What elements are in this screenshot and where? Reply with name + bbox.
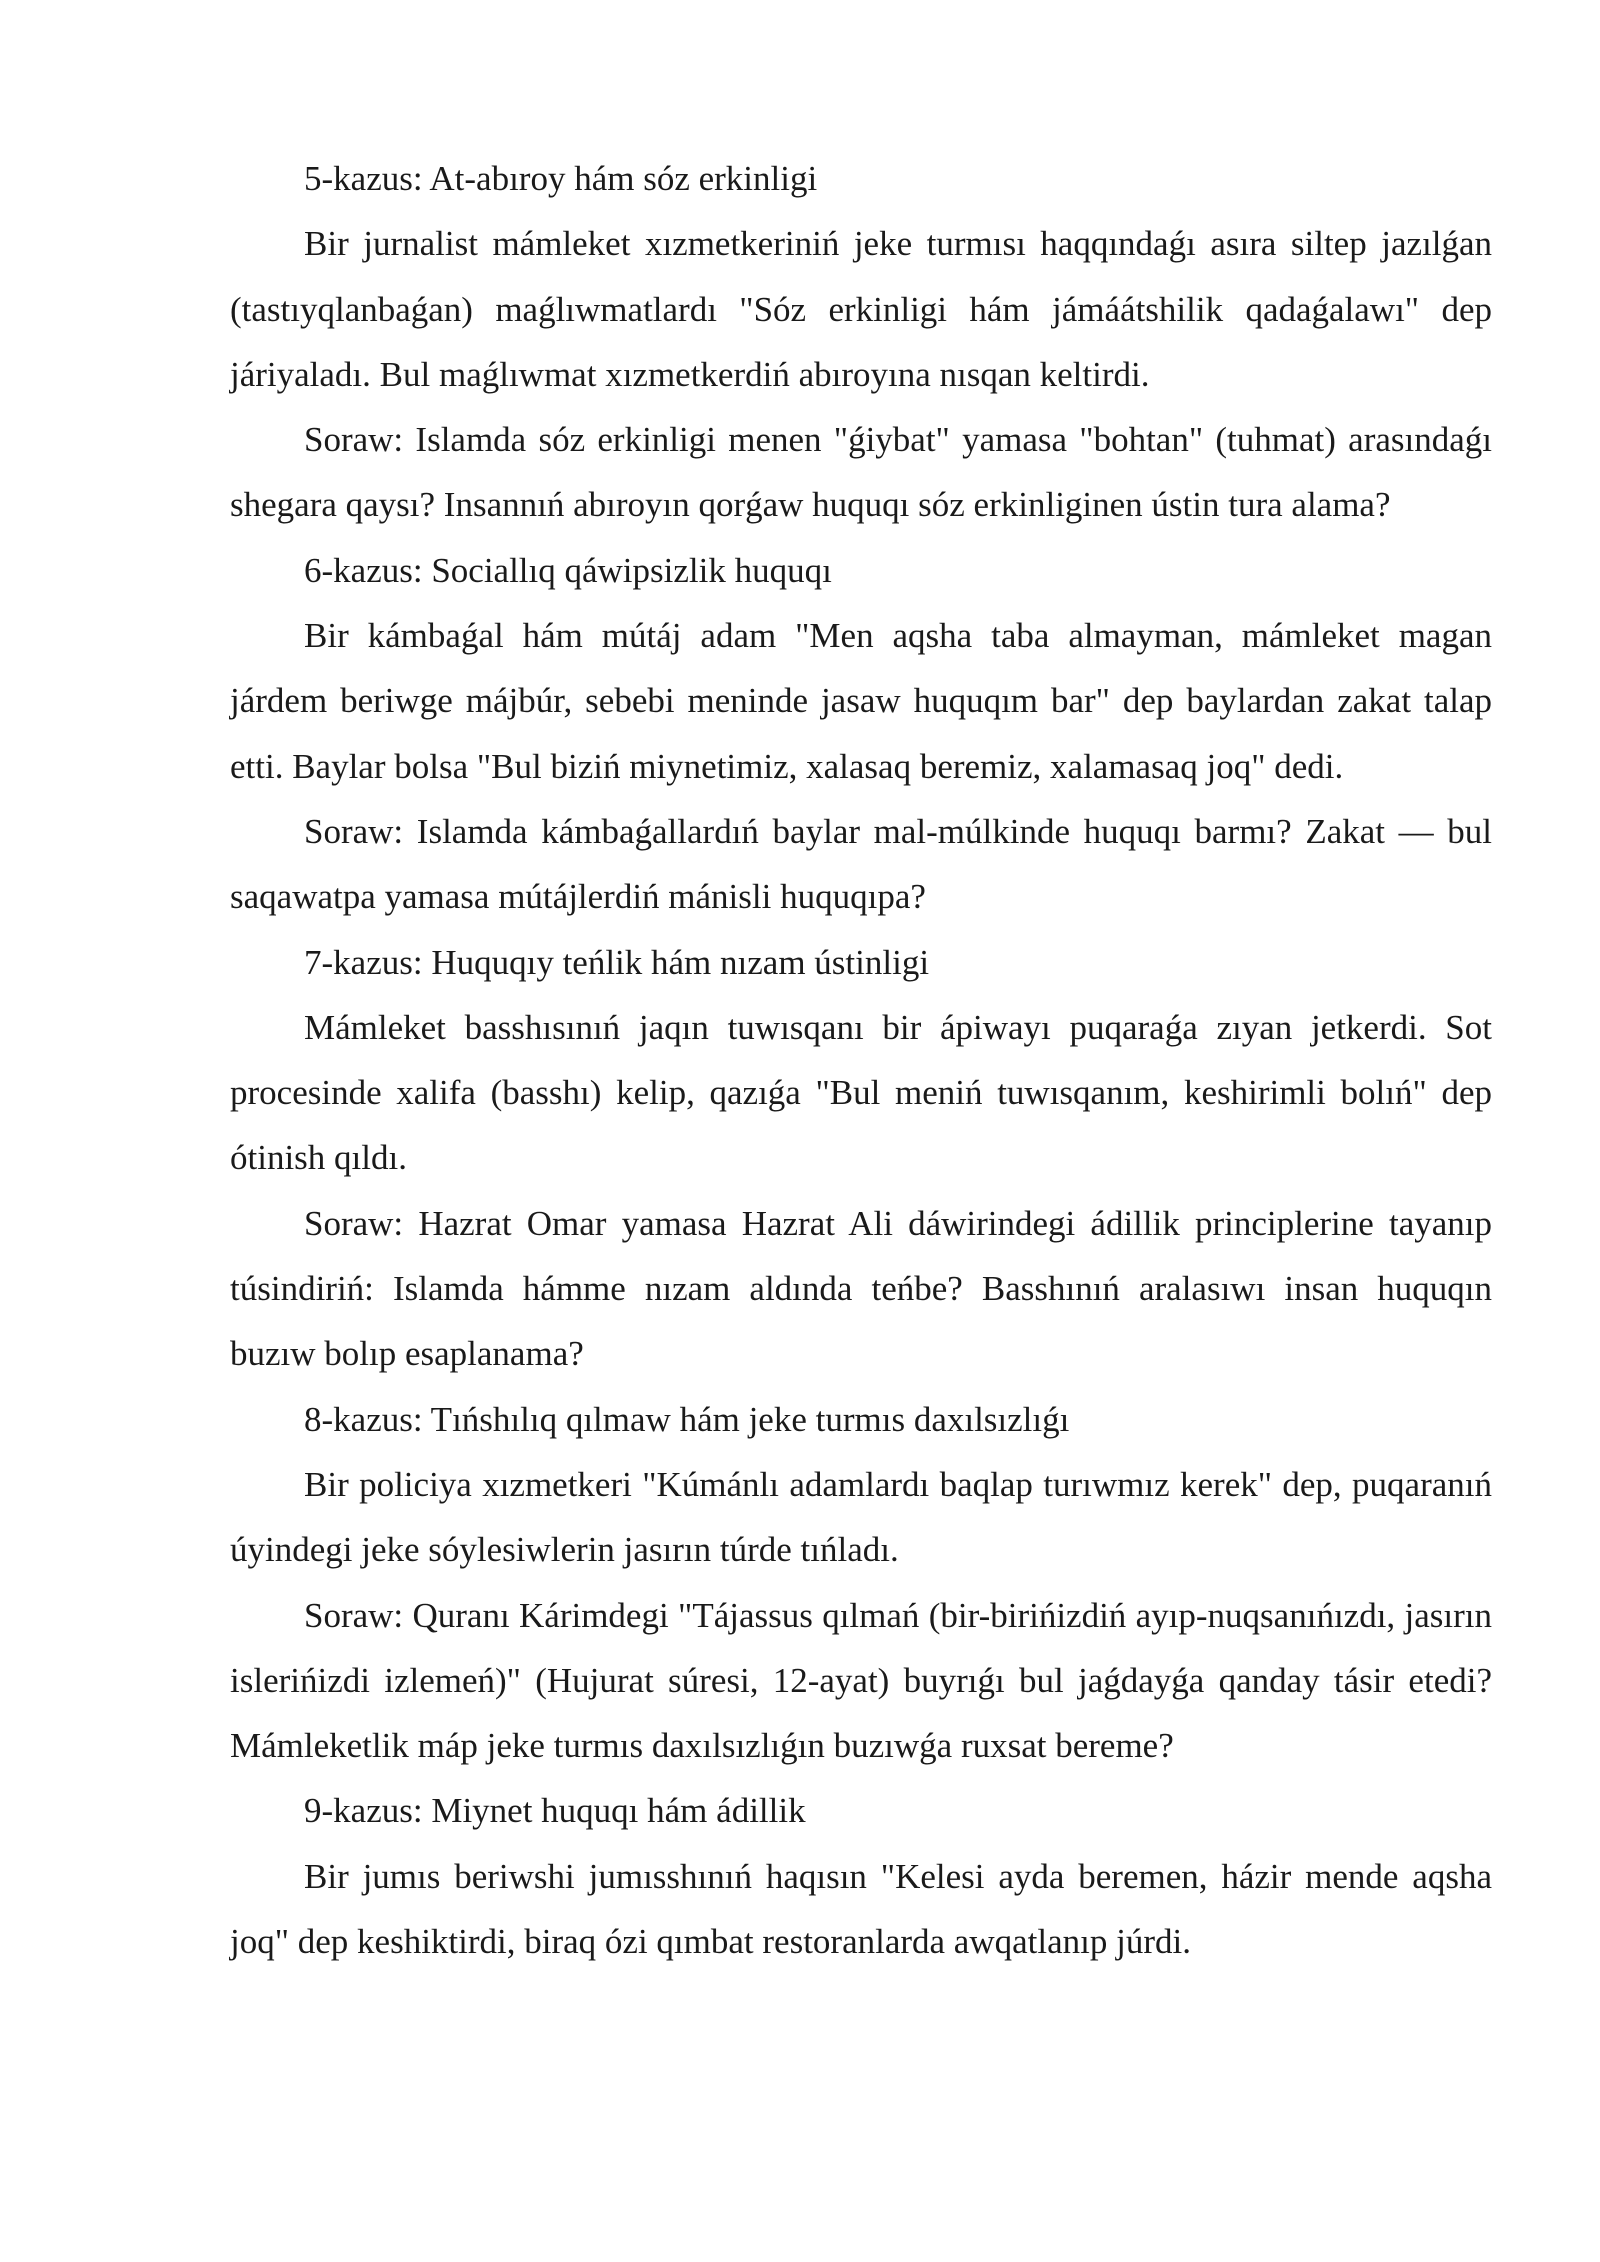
case-7-question: Soraw: Hazrat Omar yamasa Hazrat Ali dáwirindegi ádillik principlerine tayanıp túsindiriń: Islamda hámme nızam aldında teńbe? Basshınıń aralasıwı insan huquqın buzıw bolıp esaplanama? (230, 1203, 1492, 1374)
case-6-question: Soraw: Islamda kámbaǵallardıń baylar mal-múlkinde huquqı barmı? Zakat — bul saqawatpa yamasa mútájlerdiń mánisli huquqıpa? (230, 811, 1492, 917)
case-9-description: Bir jumıs beriwshi jumısshınıń haqısın "Kelesi ayda beremen, házir mende aqsha joq" dep keshiktirdi, biraq ózi qımbat restoranlarda awqatlanıp júrdi. (230, 1856, 1492, 1962)
case-7-description: Mámleket basshısınıń jaqın tuwısqanı bir ápiwayı puqaraǵa zıyan jetkerdi. Sot procesinde xalifa (basshı) kelip, qazıǵa "Bul meniń tuwısqanım, keshirimli bolıń" dep ótinish qıldı. (230, 1007, 1492, 1178)
case-9-heading: 9-kazus: Miynet huquqı hám ádillik (304, 1791, 806, 1831)
case-8-heading: 8-kazus: Tıńshılıq qılmaw hám jeke turmıs daxılsızlıǵı (304, 1399, 1070, 1439)
case-5-question: Soraw: Islamda sóz erkinligi menen "ǵiybat" yamasa "bohtan" (tuhmat) arasındaǵı shegara qaysı? Insannıń abıroyın qorǵaw huquqı sóz erkinliginen ústin tura alama? (230, 420, 1492, 525)
case-7-heading: 7-kazus: Huquqıy teńlik hám nızam ústinligi (304, 942, 930, 982)
case-6-heading: 6-kazus: Sociallıq qáwipsizlik huquqı (304, 550, 832, 590)
case-5-description: Bir jurnalist mámleket xızmetkeriniń jeke turmısı haqqındaǵı asıra siltep jazılǵan (tastıyqlanbaǵan) maǵlıwmatlardı "Sóz erkinligi hám jámáátshilik qadaǵalawı" dep járiyaladı. Bul maǵlıwmat xızmetkerdiń abıroyına nısqan keltirdi. (230, 224, 1492, 394)
case-8-question: Soraw: Quranı Kárimdegi "Tájassus qılmań (bir-birińizdiń ayıp-nuqsanıńızdı, jasırın islerińizdi izlemeń)" (Hujurat súresi, 12-ayat) buyrıǵı bul jaǵdayǵa qanday tásir etedi? Mámleketlik máp jeke turmıs daxılsızlıǵın buzıwǵa ruxsat bereme? (230, 1595, 1492, 1766)
document-body (230, 146, 1492, 1974)
case-8-description: Bir policiya xızmetkeri "Kúmánlı adamlardı baqlap turıwmız kerek" dep, puqaranıń úyindegi jeke sóylesiwlerin jasırın túrde tıńladı. (230, 1464, 1492, 1570)
case-6-description: Bir kámbaǵal hám mútáj adam "Men aqsha taba almayman, mámleket magan járdem beriwge májbúr, sebebi meninde jasaw huquqım bar" dep baylardan zakat talap etti. Baylar bolsa "Bul biziń miynetimiz, xalasaq beremiz, xalamasaq joq" dedi. (230, 616, 1492, 786)
case-5-heading: 5-kazus: At-abıroy hám sóz erkinligi (304, 159, 818, 198)
